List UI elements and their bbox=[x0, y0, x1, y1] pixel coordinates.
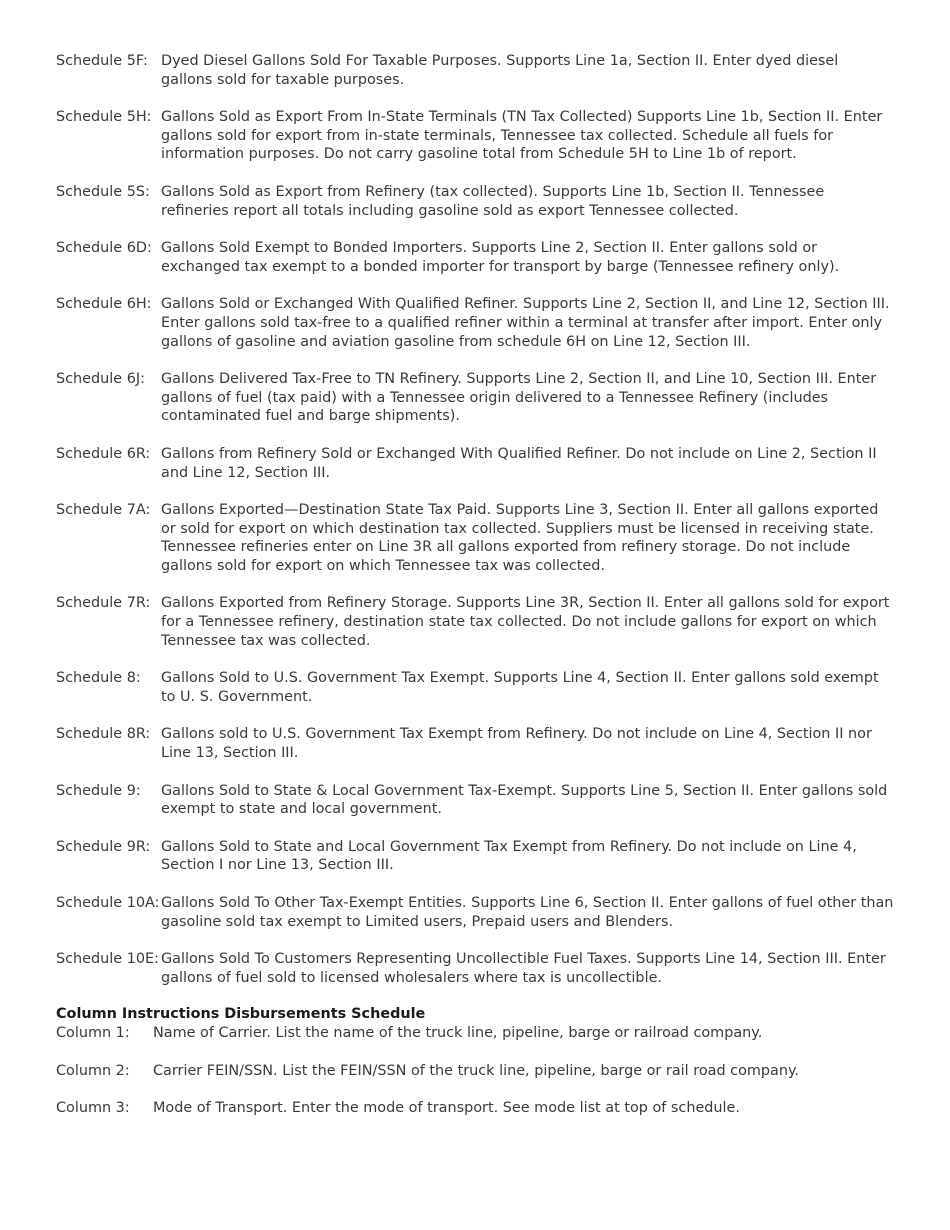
schedule-description: Gallons Sold To Customers Representing Uncollectible Fuel Taxes. Supports Line 14, Section III. Enter gallons of fuel sold to licensed wholesalers where tax is uncollectible. bbox=[161, 951, 886, 986]
schedule-entry-10e bbox=[56, 950, 894, 987]
schedule-entry-7a bbox=[56, 501, 894, 575]
schedule-description: Gallons Sold as Export from Refinery (tax collected). Supports Line 1b, Section II. Tennessee refineries report all totals including gasoline sold as export Tennessee collected. bbox=[161, 183, 825, 219]
schedule-label: Schedule 8: bbox=[56, 670, 141, 687]
schedule-description: Gallons from Refinery Sold or Exchanged With Qualified Refiner. Do not include on Line 2, Section II and Line 12, Section III. bbox=[161, 445, 877, 481]
schedule-description: Gallons Sold to State & Local Government Tax-Exempt. Supports Line 5, Section II. Enter gallons sold exempt to state and local government. bbox=[161, 782, 888, 818]
schedule-description: Gallons sold to U.S. Government Tax Exempt from Refinery. Do not include on Line 4, Section II nor Line 13, Section III. bbox=[161, 726, 872, 762]
column-label: Column 1: bbox=[56, 1024, 130, 1041]
column-label: Column 3: bbox=[56, 1100, 130, 1117]
schedule-entry-6d bbox=[56, 239, 894, 276]
schedule-label: Schedule 5S: bbox=[56, 183, 150, 200]
column-entry-3 bbox=[56, 1099, 894, 1118]
schedule-label: Schedule 8R: bbox=[56, 726, 151, 743]
schedule-description: Gallons Sold To Other Tax-Exempt Entities. Supports Line 6, Section II. Enter gallons of fuel other than gasoline sold tax exempt to Limited users, Prepaid users and Blenders. bbox=[161, 895, 894, 930]
schedule-label: Schedule 7R: bbox=[56, 595, 151, 612]
schedule-description: Gallons Sold to U.S. Government Tax Exempt. Supports Line 4, Section II. Enter gallons sold exempt to U. S. Government. bbox=[161, 670, 879, 705]
schedule-description: Gallons Sold Exempt to Bonded Importers. Supports Line 2, Section II. Enter gallons sold or exchanged tax exempt to a bonded importer for transport by barge (Tennessee refinery only). bbox=[161, 240, 840, 275]
schedule-entry-8r bbox=[56, 725, 894, 762]
schedule-label: Schedule 5H: bbox=[56, 109, 152, 126]
schedule-description: Dyed Diesel Gallons Sold For Taxable Purposes. Supports Line 1a, Section II. Enter dyed diesel gallons sold for taxable purposes. bbox=[161, 53, 839, 88]
schedule-entry-7r bbox=[56, 594, 894, 650]
schedule-entry-8 bbox=[56, 669, 894, 706]
schedule-label: Schedule 9R: bbox=[56, 838, 151, 855]
schedule-description: Gallons Delivered Tax-Free to TN Refinery. Supports Line 2, Section II, and Line 10, Section III. Enter gallons of fuel (tax paid) with a Tennessee origin delivered to a Tennessee Refinery (includes contaminated fuel and barge shipments). bbox=[161, 371, 877, 425]
schedule-description: Gallons Sold or Exchanged With Qualified Refiner. Supports Line 2, Section II, and Line 12, Section III. Enter gallons sold tax-free to a qualified refiner within a terminal at transfer after import. Enter only gallons of gasoline and aviation gasoline from schedule 6H on Line 12, Section III. bbox=[161, 296, 890, 350]
schedule-entry-5s bbox=[56, 183, 894, 220]
column-label: Column 2: bbox=[56, 1062, 130, 1079]
schedule-description: Gallons Sold as Export From In-State Terminals (TN Tax Collected) Supports Line 1b, Section II. Enter gallons sold for export from in-state terminals, Tennessee tax collected. Schedule all fuels for information purposes. Do not carry gasoline total from Schedule 5H to Line 1b of report. bbox=[161, 109, 883, 163]
schedule-label: Schedule 7A: bbox=[56, 502, 151, 519]
schedule-entry-6r bbox=[56, 445, 894, 482]
schedule-label: Schedule 10A: bbox=[56, 895, 160, 911]
schedule-entry-5h bbox=[56, 108, 894, 164]
column-instructions-heading: Column Instructions Disbursements Schedule bbox=[56, 1006, 426, 1023]
schedule-description: Gallons Sold to State and Local Government Tax Exempt from Refinery. Do not include on Line 4, Section I nor Line 13, Section III. bbox=[161, 838, 857, 874]
schedule-entry-6h bbox=[56, 295, 894, 351]
column-description: Name of Carrier. List the name of the truck line, pipeline, barge or railroad company. bbox=[153, 1024, 763, 1041]
column-description: Carrier FEIN/SSN. List the FEIN/SSN of the truck line, pipeline, barge or rail road company. bbox=[153, 1062, 800, 1079]
schedule-label: Schedule 6J: bbox=[56, 371, 145, 388]
schedule-entry-9 bbox=[56, 782, 894, 819]
schedule-entry-9r bbox=[56, 838, 894, 875]
schedule-description: Gallons Exported—Destination State Tax Paid. Supports Line 3, Section II. Enter all gallons exported or sold for export on which destination tax collected. Suppliers must be licensed in receiving state. Tennessee refineries enter on Line 3R all gallons exported from refinery storage. Do not include gallons sold for export on which Tennessee tax was collected. bbox=[161, 502, 879, 574]
schedule-label: Schedule 10E: bbox=[56, 951, 159, 968]
column-entry-2 bbox=[56, 1062, 894, 1081]
schedule-label: Schedule 6H: bbox=[56, 296, 152, 313]
schedule-label: Schedule 6D: bbox=[56, 240, 152, 257]
schedule-entry-5f bbox=[56, 52, 894, 89]
column-entry-1 bbox=[56, 1024, 894, 1043]
schedule-entry-6j bbox=[56, 370, 894, 426]
schedule-description: Gallons Exported from Refinery Storage. Supports Line 3R, Section II. Enter all gallons sold for export for a Tennessee refinery, destination state tax collected. Do not include gallons for export on which Tennessee tax was collected. bbox=[161, 595, 890, 649]
schedule-entry-10a bbox=[56, 894, 894, 931]
schedule-label: Schedule 6R: bbox=[56, 445, 151, 462]
column-description: Mode of Transport. Enter the mode of transport. See mode list at top of schedule. bbox=[153, 1100, 740, 1117]
schedule-label: Schedule 9: bbox=[56, 782, 141, 799]
schedule-label: Schedule 5F: bbox=[56, 53, 148, 69]
